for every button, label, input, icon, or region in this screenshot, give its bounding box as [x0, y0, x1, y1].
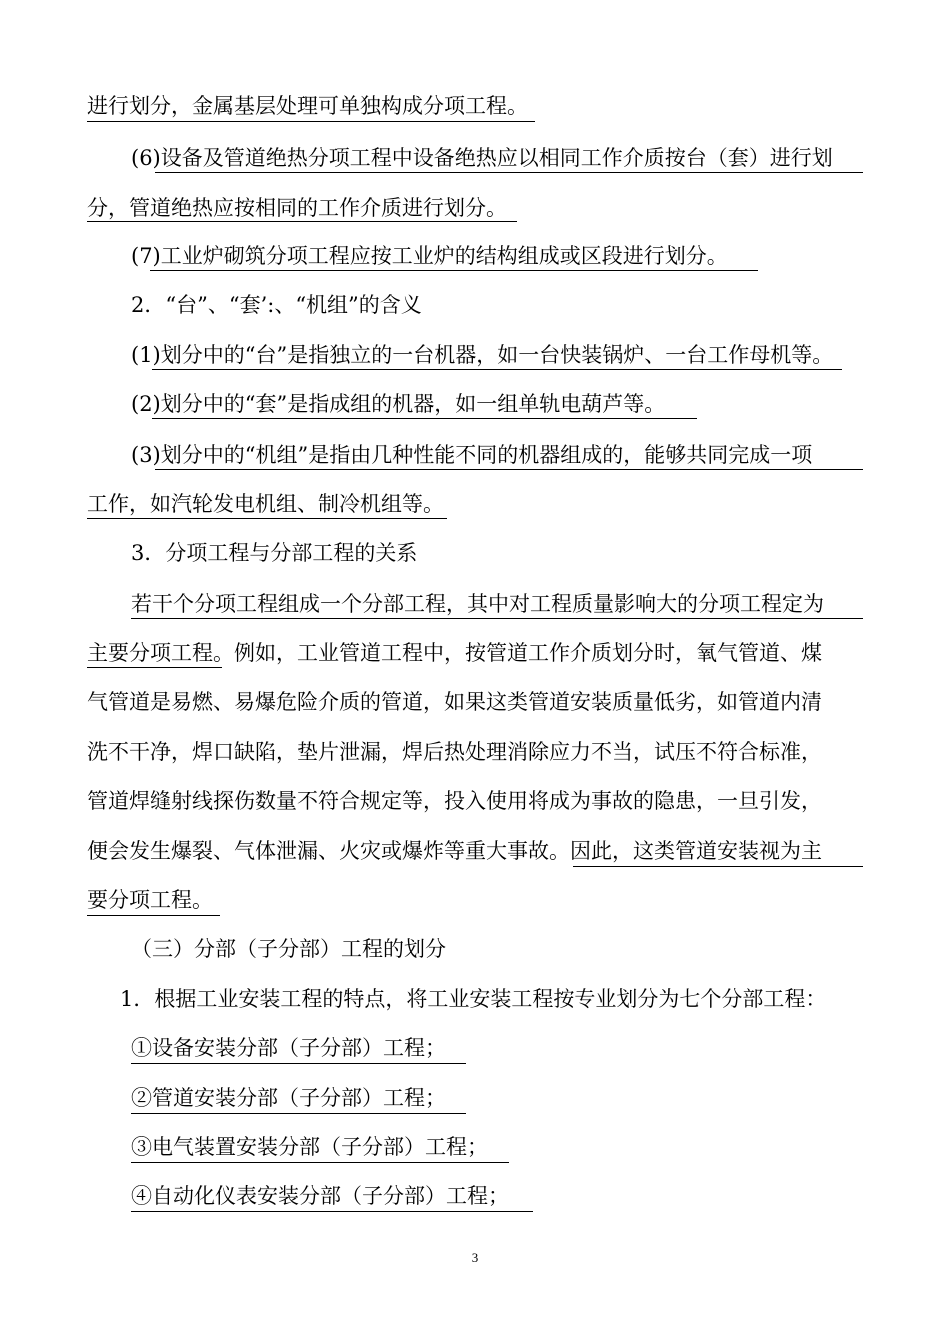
- underline-stroke: [131, 1113, 466, 1114]
- underline-stroke: [155, 469, 863, 470]
- list-item-3: ③电气装置安装分部（子分部）工程；: [131, 1135, 488, 1159]
- text-line-9: 工作，如汽轮发电机组、制冷机组等。: [87, 492, 444, 516]
- text-line-19: 1．根据工业安装工程的特点，将工业安装工程按专业划分为七个分部工程：: [120, 987, 827, 1011]
- page-number: 3: [471, 1250, 479, 1265]
- list-item-2: ②管道安装分部（子分部）工程；: [131, 1086, 446, 1110]
- underline-stroke: [131, 1162, 509, 1163]
- underline-stroke: [131, 1063, 466, 1064]
- underline-stroke: [87, 121, 535, 122]
- underline-stroke: [150, 270, 758, 271]
- underline-stroke: [131, 1211, 533, 1212]
- text-line-14: 洗不干净，焊口缺陷，垫片泄漏，焊后热处理消除应力不当，试压不符合标准，: [87, 740, 822, 764]
- underline-stroke: [87, 667, 222, 668]
- underline-stroke: [152, 369, 842, 370]
- underline-stroke: [87, 915, 220, 916]
- text-line-6: (1)划分中的“台”是指独立的一台机器，如一台快装锅炉、一台工作母机等。: [131, 343, 834, 367]
- text-line-17: 要分项工程。: [87, 888, 213, 912]
- text-line-16: 便会发生爆裂、气体泄漏、火灾或爆炸等重大事故。因此，这类管道安装视为主: [87, 839, 822, 863]
- text-line-7: (2)划分中的“套”是指成组的机器，如一组单轨电葫芦等。: [131, 392, 666, 416]
- section-heading-san: （三）分部（子分部）工程的划分: [131, 937, 446, 961]
- text-line-15: 管道焊缝射线探伤数量不符合规定等，投入使用将成为事故的隐患，一旦引发，: [87, 789, 822, 813]
- text-line-13: 气管道是易燃、易爆危险介质的管道，如果这类管道安装质量低劣，如管道内清: [87, 690, 822, 714]
- underline-stroke: [131, 618, 863, 619]
- underline-stroke: [155, 172, 863, 173]
- list-item-4: ④自动化仪表安装分部（子分部）工程；: [131, 1184, 509, 1208]
- text-line-11: 若干个分项工程组成一个分部工程，其中对工程质量影响大的分项工程定为: [131, 592, 824, 616]
- section-heading-3: 3．分项工程与分部工程的关系: [131, 541, 418, 565]
- list-item-1: ①设备安装分部（子分部）工程；: [131, 1036, 446, 1060]
- text-line-2: (6)设备及管道绝热分项工程中设备绝热应以相同工作介质按台（套）进行划: [131, 146, 833, 170]
- text-line-8: (3)划分中的“机组”是指由几种性能不同的机器组成的，能够共同完成一项: [131, 443, 813, 467]
- text-line-12: 主要分项工程。例如，工业管道工程中，按管道工作介质划分时，氧气管道、煤: [87, 641, 822, 665]
- underline-stroke: [573, 866, 863, 867]
- text-line-1: 进行划分，金属基层处理可单独构成分项工程。: [87, 94, 528, 118]
- underline-stroke: [87, 518, 447, 519]
- underline-stroke: [87, 221, 517, 222]
- underline-stroke: [152, 418, 697, 419]
- section-heading-2: 2．“台”、“套’:、“机组”的含义: [131, 293, 422, 317]
- text-line-4: (7)工业炉砌筑分项工程应按工业炉的结构组成或区段进行划分。: [131, 244, 728, 268]
- text-line-3: 分，管道绝热应按相同的工作介质进行划分。: [87, 196, 507, 220]
